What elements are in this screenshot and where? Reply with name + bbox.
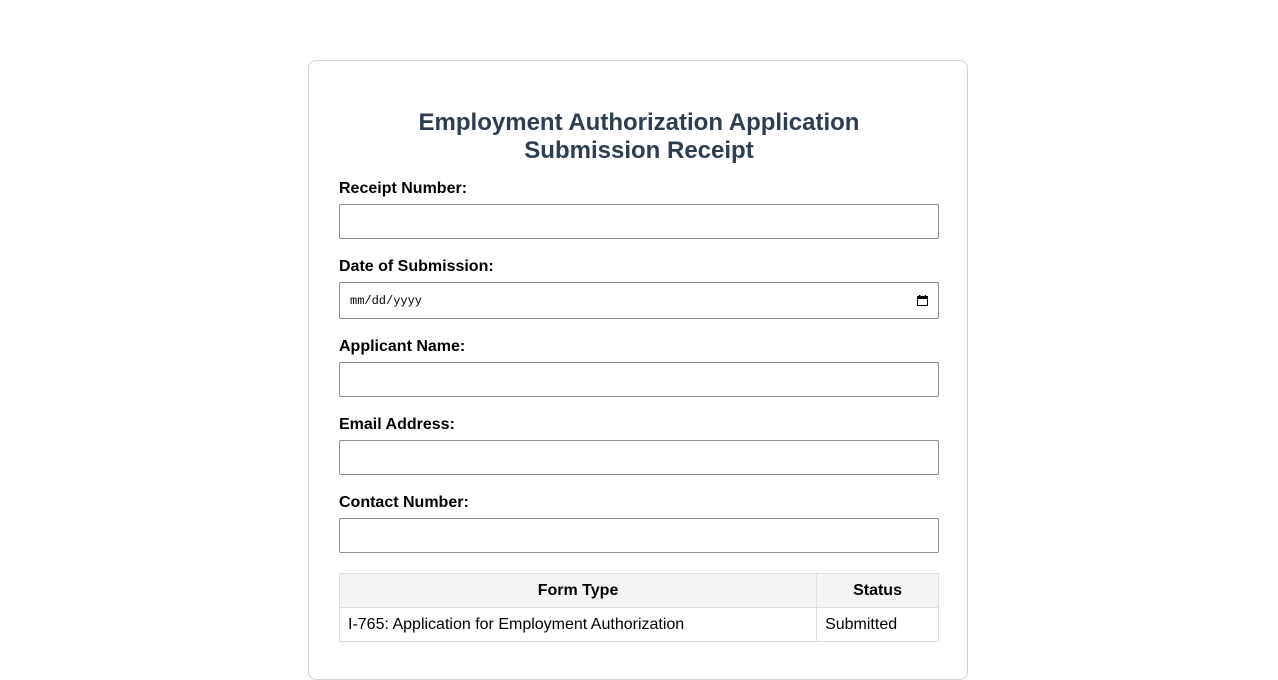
receipt-number-label: Receipt Number: [339,180,468,197]
receipt-number-input[interactable] [339,204,939,239]
contact-number-input[interactable] [339,518,939,553]
email-address-input[interactable] [339,440,939,475]
applicant-name-input[interactable] [339,362,939,397]
contact-number-label: Contact Number: [339,494,469,511]
form-type-header: Form Type [340,574,817,608]
status-cell: Submitted [817,608,939,642]
date-of-submission-input[interactable] [339,282,939,319]
date-of-submission-label: Date of Submission: [339,258,494,275]
date-placeholder: mm/dd/yyyy [350,293,423,308]
contact-number-field [339,494,939,553]
receipt-card [308,60,968,680]
email-address-field [339,416,939,475]
page-title [339,109,939,165]
form-container [339,109,939,642]
form-status-table [339,573,939,642]
table-header-row [340,574,939,608]
table-row [340,608,939,642]
calendar-icon[interactable] [917,295,928,306]
page-title-line-2: Submission Receipt [524,137,754,164]
date-of-submission-field [339,258,939,319]
applicant-name-label: Applicant Name: [339,338,466,355]
applicant-name-field [339,338,939,397]
receipt-number-field [339,180,939,239]
status-header: Status [817,574,939,608]
email-address-label: Email Address: [339,416,455,433]
form-type-cell: I-765: Application for Employment Authorization [340,608,817,642]
page-title-line-1: Employment Authorization Application [418,109,860,136]
